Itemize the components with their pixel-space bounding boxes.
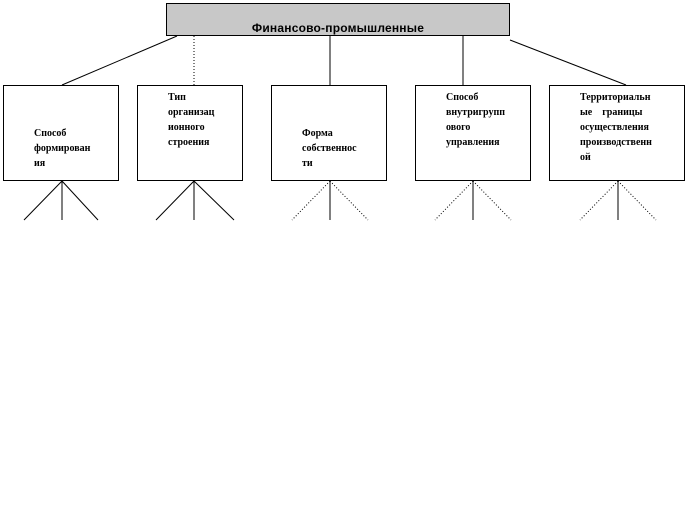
child-node-organizational-structure xyxy=(137,85,243,181)
child-node-label: Тип организац ионного строения xyxy=(168,92,215,148)
child-node-label: Способ формирован ия xyxy=(34,128,91,169)
fan-child-5 xyxy=(580,181,656,220)
fan-child-4 xyxy=(435,181,511,220)
child-node-territorial-boundaries xyxy=(549,85,685,181)
fan-child-3 xyxy=(292,181,368,220)
child-node-intragroup-management xyxy=(415,85,531,181)
child-node-ownership-form xyxy=(271,85,387,181)
fan-child-2 xyxy=(156,181,234,220)
child-node-formation-method xyxy=(3,85,119,181)
connector-root-child-5 xyxy=(510,40,626,85)
child-node-label: Способ внутригрупп ового управления xyxy=(446,92,506,148)
child-node-label: Форма собственнос ти xyxy=(302,128,357,169)
fan-child-1 xyxy=(24,181,98,220)
root-node xyxy=(166,3,510,36)
child-node-label: Территориальн ые границы осуществления производственн ой xyxy=(580,92,652,163)
root-node-label: Финансово-промышленные xyxy=(251,21,425,35)
connector-root-child-1 xyxy=(62,36,177,85)
